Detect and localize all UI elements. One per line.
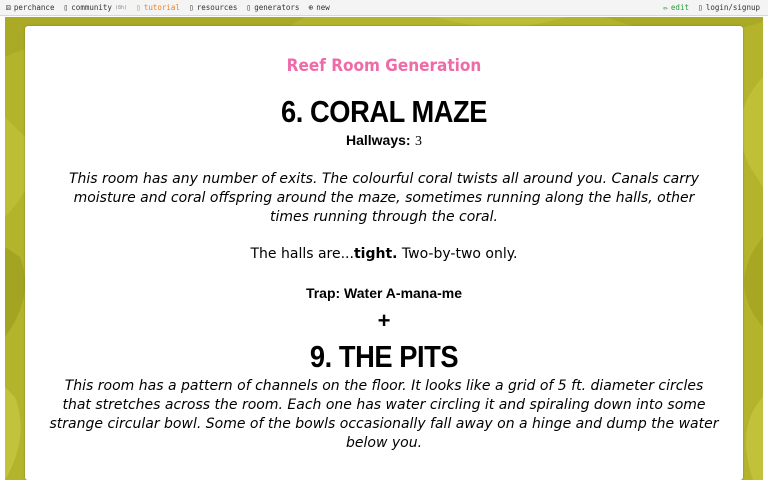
content-card xyxy=(25,26,743,480)
login-icon: ▯ xyxy=(697,3,703,12)
nav-generators[interactable] xyxy=(246,3,299,12)
nav-resources-label: resources xyxy=(196,3,238,12)
login-signup-label: login/signup xyxy=(705,3,760,12)
halls-line xyxy=(25,246,743,262)
hallways-value: 3 xyxy=(415,134,423,149)
plus-separator: + xyxy=(377,308,391,333)
nav-tutorial-label: tutorial xyxy=(143,3,180,12)
nav-tutorial[interactable] xyxy=(136,3,180,12)
generators-icon: ▯ xyxy=(246,3,252,12)
halls-suffix: Two-by-two only. xyxy=(397,246,518,262)
nav-right-group xyxy=(654,3,768,12)
nav-perchance[interactable] xyxy=(6,3,54,12)
room2-title: 9. THE PITS xyxy=(309,339,459,374)
plus-circle-icon: ⊕ xyxy=(308,3,314,12)
nav-community[interactable] xyxy=(63,3,127,12)
nav-generators-label: generators xyxy=(254,3,300,12)
nav-new-label: new xyxy=(316,3,330,12)
nav-resources[interactable] xyxy=(189,3,237,12)
trap-line: Trap: Water A-mana-me xyxy=(305,285,463,301)
nav-new[interactable] xyxy=(308,3,329,12)
nav-perchance-label: perchance xyxy=(13,3,55,12)
generator-title: Reef Room Generation xyxy=(286,56,482,76)
resources-icon: ▯ xyxy=(188,3,194,12)
login-signup-link[interactable] xyxy=(698,3,760,12)
room1-description: This room has any number of exits. The colourful coral twists all around you. Canals carry moisture and coral offspring around the maze, sometimes running along the halls, other times running through the coral. xyxy=(68,171,700,225)
halls-prefix: The halls are... xyxy=(250,246,354,262)
room2-description: This room has a pattern of channels on the floor. It looks like a grid of 5 ft. diameter circles that stretches across the room. Each one has water circling it and spiraling down into some strange circular bowl. Some of the bowls occasionally fall away on a hinge and dump the water below you. xyxy=(49,378,719,451)
hallways-line xyxy=(25,132,743,150)
dice-icon: ⚄ xyxy=(6,3,11,12)
tutorial-icon: ▯ xyxy=(135,3,141,12)
edit-label: edit xyxy=(670,3,689,12)
top-nav-bar xyxy=(0,0,768,16)
nav-community-label: community xyxy=(71,3,112,12)
edit-link[interactable] xyxy=(663,3,689,12)
community-count-badge: (8h) xyxy=(114,4,127,11)
community-icon: ▯ xyxy=(63,3,69,12)
pencil-icon: ✏ xyxy=(663,3,668,12)
halls-bold: tight. xyxy=(353,246,398,262)
nav-left-group xyxy=(0,3,339,12)
room1-title: 6. CORAL MAZE xyxy=(281,94,487,129)
hallways-label: Hallways: xyxy=(345,132,411,148)
